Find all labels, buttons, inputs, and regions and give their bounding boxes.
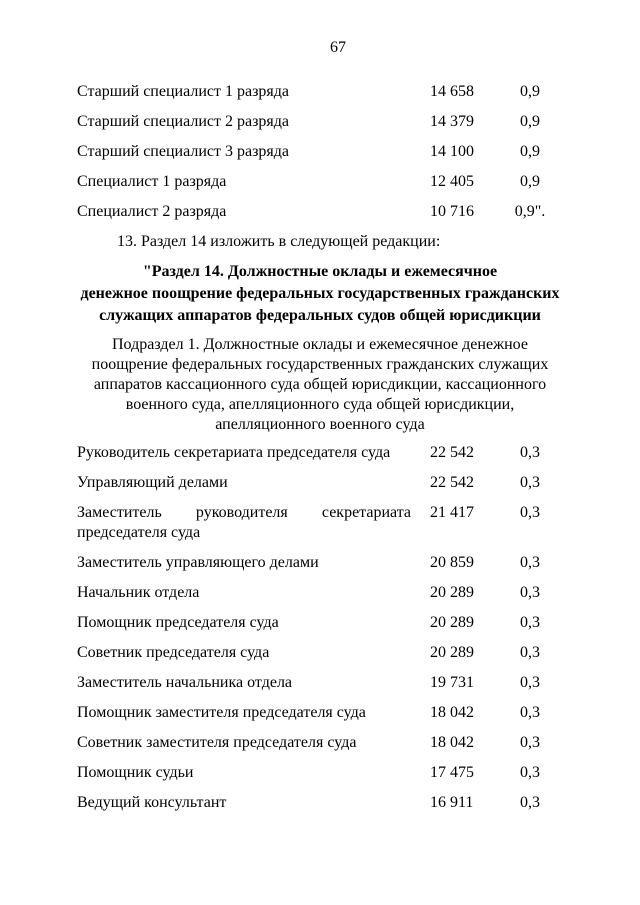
position-name: Управляющий делами — [77, 474, 228, 491]
coefficient-value: 0,3 — [520, 504, 540, 521]
coefficient-value: 0,3 — [520, 474, 540, 491]
subsection-heading-line: поощрение федеральных государственных гражданских служащих — [91, 356, 549, 373]
section-heading-line: "Раздел 14. Должностные оклады и ежемесячное — [142, 263, 498, 280]
position-name: Заместитель начальника отдела — [77, 674, 293, 691]
salary-value: 22 542 — [430, 474, 474, 491]
table-row — [77, 788, 563, 818]
position-name: Заместитель управляющего делами — [77, 554, 319, 571]
salary-value: 20 289 — [430, 644, 474, 661]
salary-value: 18 042 — [430, 734, 474, 751]
coefficient-value: 0,9 — [520, 113, 540, 130]
salary-value: 14 100 — [430, 143, 474, 160]
section-heading-line: денежное поощрение федеральных государственных гражданских — [80, 285, 560, 302]
salary-value: 20 289 — [430, 614, 474, 631]
coefficient-value: 0,9 — [520, 173, 540, 190]
coefficient-value: 0,9". — [514, 203, 546, 220]
coefficient-value: 0,3 — [520, 554, 540, 571]
position-name: Начальник отдела — [77, 584, 200, 601]
section-heading — [0, 261, 640, 327]
subsection-heading-line: аппаратов кассационного суда общей юрисдикции, кассационного — [93, 376, 547, 393]
table-row — [77, 468, 563, 498]
table-row — [77, 107, 563, 137]
coefficient-value: 0,3 — [520, 764, 540, 781]
subsection-heading-line: военного суда, апелляционного суда общей юрисдикции, — [125, 396, 515, 413]
position-name: Помощник председателя суда — [77, 614, 279, 631]
position-name: Специалист 2 разряда — [77, 203, 227, 220]
table-row — [77, 728, 563, 758]
section-heading-line: служащих аппаратов федеральных судов общей юрисдикции — [99, 307, 541, 324]
table-row — [77, 758, 563, 788]
table-row — [77, 197, 563, 227]
table-row — [77, 668, 563, 698]
coefficient-value: 0,3 — [520, 444, 540, 461]
position-name: Старший специалист 1 разряда — [77, 83, 289, 100]
position-name: Советник председателя суда — [77, 644, 270, 661]
position-name: Специалист 1 разряда — [77, 173, 227, 190]
salary-value: 16 911 — [430, 794, 474, 811]
position-name: Помощник судьи — [77, 764, 194, 781]
table-row — [77, 498, 563, 548]
table-row — [77, 167, 563, 197]
salary-value: 14 379 — [430, 113, 474, 130]
table-row — [77, 438, 563, 468]
coefficient-value: 0,3 — [520, 644, 540, 661]
salary-value: 10 716 — [430, 203, 474, 220]
salary-value: 14 658 — [430, 83, 474, 100]
salary-table-continuation — [77, 77, 563, 227]
salary-value: 20 289 — [430, 584, 474, 601]
salary-value: 19 731 — [430, 674, 474, 691]
salary-value: 12 405 — [430, 173, 474, 190]
salary-table — [77, 438, 563, 818]
salary-value: 17 475 — [430, 764, 474, 781]
table-row — [77, 548, 563, 578]
salary-value: 20 859 — [430, 554, 474, 571]
table-row — [77, 77, 563, 107]
position-name: Ведущий консультант — [77, 794, 227, 811]
position-name: Советник заместителя председателя суда — [77, 734, 357, 751]
table-row — [77, 638, 563, 668]
salary-value: 21 417 — [430, 504, 474, 521]
amendment-instruction: 13. Раздел 14 изложить в следующей редакции: — [117, 233, 441, 250]
coefficient-value: 0,3 — [520, 674, 540, 691]
table-row — [77, 578, 563, 608]
salary-value: 18 042 — [430, 704, 474, 721]
position-name: Старший специалист 3 разряда — [77, 143, 289, 160]
position-name: Старший специалист 2 разряда — [77, 113, 289, 130]
salary-value: 22 542 — [430, 444, 474, 461]
position-name: Руководитель секретариата председателя суда — [77, 444, 391, 461]
subsection-heading — [0, 335, 640, 435]
page-number: 67 — [330, 39, 346, 56]
table-row — [77, 698, 563, 728]
coefficient-value: 0,9 — [520, 83, 540, 100]
table-row — [77, 137, 563, 167]
subsection-heading-line: Подраздел 1. Должностные оклады и ежемесячное денежное — [112, 336, 528, 353]
table-row — [77, 608, 563, 638]
position-name: Помощник заместителя председателя суда — [77, 704, 366, 721]
position-name: Заместитель руководителя секретариата председателя суда — [77, 504, 411, 541]
subsection-heading-line: апелляционного военного суда — [215, 416, 425, 433]
coefficient-value: 0,3 — [520, 614, 540, 631]
coefficient-value: 0,9 — [520, 143, 540, 160]
coefficient-value: 0,3 — [520, 794, 540, 811]
coefficient-value: 0,3 — [520, 584, 540, 601]
coefficient-value: 0,3 — [520, 734, 540, 751]
coefficient-value: 0,3 — [520, 704, 540, 721]
